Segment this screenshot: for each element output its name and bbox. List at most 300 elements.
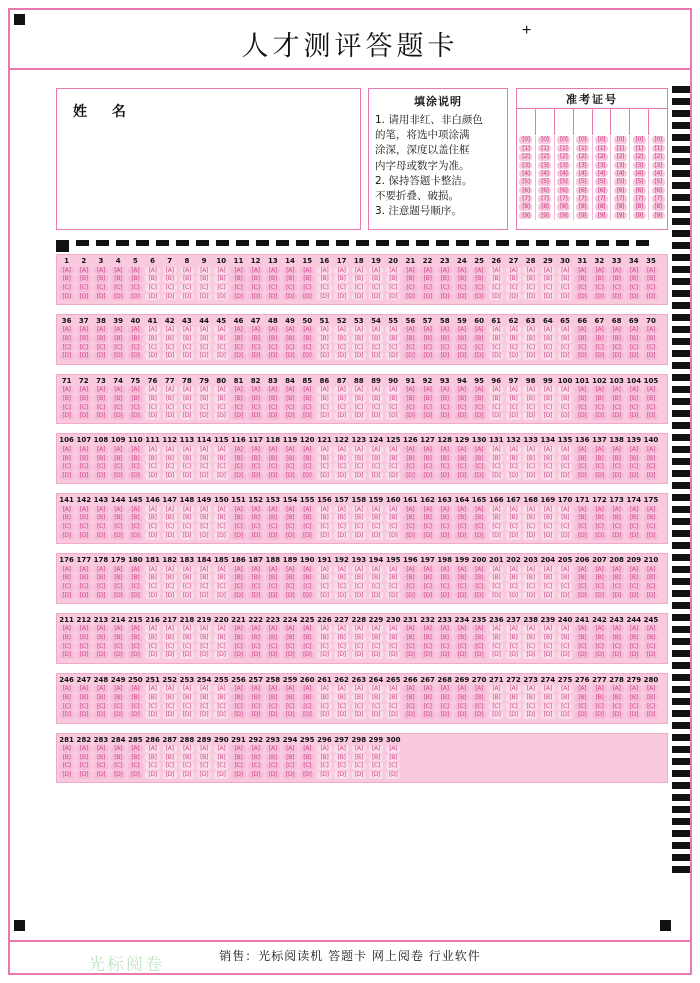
- option-row[interactable]: [58, 582, 666, 591]
- answer-bubble[interactable]: [C]: [523, 463, 537, 471]
- answer-bubble[interactable]: [B]: [334, 754, 348, 762]
- answer-bubble-cell[interactable]: [574, 523, 591, 532]
- answer-bubble-cell[interactable]: [230, 582, 247, 591]
- answer-bubble[interactable]: [B]: [386, 634, 400, 642]
- option-row[interactable]: [58, 634, 666, 643]
- answer-bubble[interactable]: [B]: [369, 335, 383, 343]
- answer-bubble-cell[interactable]: [213, 283, 230, 292]
- answer-bubble[interactable]: [D]: [128, 352, 142, 360]
- answer-bubble-cell[interactable]: [230, 275, 247, 284]
- answer-bubble[interactable]: [B]: [59, 694, 73, 702]
- exam-number-bubble[interactable]: [1]: [652, 145, 665, 153]
- answer-bubble-cell[interactable]: [591, 693, 608, 702]
- answer-bubble-cell[interactable]: [110, 394, 127, 403]
- answer-bubble-cell[interactable]: [127, 326, 144, 335]
- answer-bubble[interactable]: [A]: [163, 326, 177, 334]
- answer-bubble[interactable]: [B]: [180, 455, 194, 463]
- answer-bubble[interactable]: [D]: [455, 293, 469, 301]
- answer-bubble[interactable]: [C]: [77, 762, 91, 770]
- answer-block[interactable]: [56, 673, 668, 724]
- answer-bubble-cell[interactable]: [196, 394, 213, 403]
- answer-bubble[interactable]: [A]: [180, 386, 194, 394]
- answer-bubble[interactable]: [B]: [506, 574, 520, 582]
- answer-bubble[interactable]: [B]: [248, 574, 262, 582]
- answer-bubble[interactable]: [D]: [283, 532, 297, 540]
- answer-bubble[interactable]: [D]: [180, 771, 194, 779]
- answer-bubble[interactable]: [C]: [420, 404, 434, 412]
- answer-bubble[interactable]: [A]: [386, 566, 400, 574]
- answer-bubble[interactable]: [C]: [644, 703, 658, 711]
- answer-bubble[interactable]: [B]: [180, 754, 194, 762]
- answer-bubble[interactable]: [B]: [541, 455, 555, 463]
- answer-bubble-cell[interactable]: [453, 454, 470, 463]
- answer-bubble-cell[interactable]: [625, 574, 642, 583]
- answer-bubble-cell[interactable]: [471, 702, 488, 711]
- answer-bubble[interactable]: [A]: [506, 267, 520, 275]
- answer-bubble[interactable]: [D]: [386, 352, 400, 360]
- answer-bubble[interactable]: [B]: [317, 455, 331, 463]
- answer-bubble-cell[interactable]: [453, 505, 470, 514]
- answer-bubble[interactable]: [A]: [283, 566, 297, 574]
- answer-bubble[interactable]: [A]: [420, 566, 434, 574]
- answer-bubble-cell[interactable]: [608, 591, 625, 600]
- answer-bubble-cell[interactable]: [316, 711, 333, 720]
- answer-bubble-cell[interactable]: [505, 625, 522, 634]
- answer-bubble-cell[interactable]: [608, 394, 625, 403]
- answer-bubble-cell[interactable]: [642, 634, 659, 643]
- answer-bubble[interactable]: [D]: [420, 711, 434, 719]
- answer-bubble-cell[interactable]: [281, 771, 298, 780]
- answer-bubble-cell[interactable]: [556, 326, 573, 335]
- answer-bubble[interactable]: [A]: [145, 625, 159, 633]
- answer-bubble-cell[interactable]: [333, 771, 350, 780]
- answer-bubble[interactable]: [D]: [627, 293, 641, 301]
- answer-bubble-cell[interactable]: [419, 582, 436, 591]
- answer-bubble-cell[interactable]: [488, 685, 505, 694]
- answer-bubble-cell[interactable]: [505, 565, 522, 574]
- answer-bubble[interactable]: [C]: [420, 284, 434, 292]
- answer-bubble-cell[interactable]: [281, 565, 298, 574]
- answer-bubble-cell[interactable]: [642, 711, 659, 720]
- answer-bubble[interactable]: [C]: [266, 284, 280, 292]
- answer-bubble-cell[interactable]: [127, 275, 144, 284]
- answer-bubble[interactable]: [A]: [369, 326, 383, 334]
- answer-bubble[interactable]: [C]: [352, 583, 366, 591]
- answer-bubble-cell[interactable]: [213, 711, 230, 720]
- answer-bubble[interactable]: [A]: [523, 386, 537, 394]
- answer-bubble[interactable]: [C]: [523, 523, 537, 531]
- answer-bubble[interactable]: [D]: [317, 412, 331, 420]
- answer-bubble-cell[interactable]: [488, 523, 505, 532]
- answer-bubble-cell[interactable]: [110, 463, 127, 472]
- answer-bubble[interactable]: [D]: [558, 532, 572, 540]
- answer-bubble-cell[interactable]: [608, 454, 625, 463]
- answer-bubble-cell[interactable]: [213, 685, 230, 694]
- answer-bubble-cell[interactable]: [196, 412, 213, 421]
- option-row[interactable]: [58, 292, 666, 301]
- answer-bubble-cell[interactable]: [281, 625, 298, 634]
- answer-bubble-cell[interactable]: [144, 591, 161, 600]
- answer-bubble-cell[interactable]: [75, 565, 92, 574]
- answer-bubble[interactable]: [A]: [592, 326, 606, 334]
- answer-bubble-cell[interactable]: [453, 625, 470, 634]
- answer-bubble-cell[interactable]: [299, 531, 316, 540]
- answer-bubble-cell[interactable]: [264, 335, 281, 344]
- answer-bubble[interactable]: [A]: [283, 386, 297, 394]
- answer-bubble[interactable]: [C]: [627, 344, 641, 352]
- answer-bubble[interactable]: [C]: [352, 344, 366, 352]
- answer-bubble-cell[interactable]: [539, 403, 556, 412]
- answer-bubble-cell[interactable]: [316, 335, 333, 344]
- answer-bubble-cell[interactable]: [58, 394, 75, 403]
- answer-bubble[interactable]: [D]: [472, 711, 486, 719]
- answer-bubble-cell[interactable]: [92, 386, 109, 395]
- answer-bubble-cell[interactable]: [281, 463, 298, 472]
- answer-bubble[interactable]: [D]: [541, 352, 555, 360]
- answer-bubble-cell[interactable]: [436, 343, 453, 352]
- answer-bubble-cell[interactable]: [281, 505, 298, 514]
- answer-bubble[interactable]: [A]: [420, 506, 434, 514]
- answer-bubble[interactable]: [A]: [352, 625, 366, 633]
- answer-bubble[interactable]: [B]: [197, 694, 211, 702]
- answer-bubble[interactable]: [C]: [472, 463, 486, 471]
- answer-bubble[interactable]: [B]: [317, 514, 331, 522]
- answer-bubble-cell[interactable]: [419, 702, 436, 711]
- answer-bubble[interactable]: [D]: [575, 293, 589, 301]
- answer-bubble[interactable]: [D]: [317, 592, 331, 600]
- exam-number-bubble[interactable]: [6]: [576, 187, 589, 195]
- answer-bubble-cell[interactable]: [367, 394, 384, 403]
- answer-bubble-cell[interactable]: [350, 454, 367, 463]
- answer-bubble-cell[interactable]: [144, 693, 161, 702]
- answer-bubble[interactable]: [D]: [438, 472, 452, 480]
- answer-bubble[interactable]: [B]: [128, 275, 142, 283]
- answer-bubble-cell[interactable]: [505, 702, 522, 711]
- answer-bubble-cell[interactable]: [144, 634, 161, 643]
- answer-bubble-cell[interactable]: [333, 394, 350, 403]
- answer-bubble[interactable]: [C]: [644, 284, 658, 292]
- answer-bubble[interactable]: [D]: [403, 711, 417, 719]
- answer-bubble[interactable]: [B]: [369, 634, 383, 642]
- answer-bubble-cell[interactable]: [625, 565, 642, 574]
- answer-bubble[interactable]: [B]: [455, 455, 469, 463]
- answer-bubble[interactable]: [C]: [627, 463, 641, 471]
- answer-bubble-cell[interactable]: [522, 591, 539, 600]
- answer-bubble[interactable]: [D]: [111, 711, 125, 719]
- answer-bubble[interactable]: [A]: [609, 685, 623, 693]
- answer-bubble[interactable]: [A]: [352, 506, 366, 514]
- answer-bubble-cell[interactable]: [556, 343, 573, 352]
- answer-bubble[interactable]: [D]: [334, 532, 348, 540]
- answer-bubble[interactable]: [D]: [627, 532, 641, 540]
- answer-bubble[interactable]: [D]: [334, 771, 348, 779]
- answer-bubble[interactable]: [C]: [180, 404, 194, 412]
- exam-number-bubble[interactable]: [1]: [576, 145, 589, 153]
- answer-bubble[interactable]: [A]: [145, 566, 159, 574]
- answer-bubble-cell[interactable]: [178, 292, 195, 301]
- answer-bubble[interactable]: [B]: [163, 275, 177, 283]
- answer-bubble-cell[interactable]: [642, 292, 659, 301]
- answer-bubble-cell[interactable]: [213, 514, 230, 523]
- answer-bubble-cell[interactable]: [127, 711, 144, 720]
- answer-bubble[interactable]: [C]: [283, 284, 297, 292]
- answer-bubble[interactable]: [B]: [317, 754, 331, 762]
- answer-bubble[interactable]: [B]: [248, 455, 262, 463]
- answer-bubble-cell[interactable]: [402, 343, 419, 352]
- answer-bubble[interactable]: [D]: [558, 592, 572, 600]
- answer-bubble[interactable]: [B]: [627, 574, 641, 582]
- answer-bubble[interactable]: [A]: [248, 625, 262, 633]
- answer-bubble[interactable]: [D]: [77, 532, 91, 540]
- answer-bubble[interactable]: [B]: [575, 395, 589, 403]
- exam-number-bubble[interactable]: [3]: [633, 162, 646, 170]
- answer-bubble-cell[interactable]: [367, 343, 384, 352]
- answer-bubble[interactable]: [C]: [420, 344, 434, 352]
- answer-bubble[interactable]: [C]: [59, 344, 73, 352]
- answer-bubble[interactable]: [D]: [163, 711, 177, 719]
- answer-bubble-cell[interactable]: [505, 463, 522, 472]
- answer-bubble[interactable]: [A]: [541, 386, 555, 394]
- answer-bubble[interactable]: [B]: [334, 514, 348, 522]
- answer-bubble[interactable]: [D]: [489, 711, 503, 719]
- answer-bubble-cell[interactable]: [333, 514, 350, 523]
- answer-bubble-cell[interactable]: [625, 394, 642, 403]
- answer-bubble[interactable]: [B]: [163, 754, 177, 762]
- answer-bubble[interactable]: [A]: [214, 386, 228, 394]
- answer-bubble[interactable]: [A]: [386, 386, 400, 394]
- answer-bubble[interactable]: [B]: [523, 694, 537, 702]
- answer-bubble[interactable]: [B]: [248, 754, 262, 762]
- answer-bubble-cell[interactable]: [539, 582, 556, 591]
- answer-bubble[interactable]: [C]: [248, 284, 262, 292]
- answer-bubble[interactable]: [A]: [266, 566, 280, 574]
- answer-bubble-cell[interactable]: [436, 711, 453, 720]
- answer-bubble-cell[interactable]: [367, 762, 384, 771]
- answer-bubble[interactable]: [C]: [455, 284, 469, 292]
- answer-bubble[interactable]: [A]: [59, 566, 73, 574]
- answer-bubble[interactable]: [A]: [111, 386, 125, 394]
- answer-bubble-cell[interactable]: [213, 625, 230, 634]
- answer-bubble-cell[interactable]: [316, 394, 333, 403]
- answer-bubble-cell[interactable]: [556, 591, 573, 600]
- option-row[interactable]: [58, 711, 666, 720]
- answer-bubble-cell[interactable]: [75, 625, 92, 634]
- answer-bubble-cell[interactable]: [574, 711, 591, 720]
- answer-bubble-cell[interactable]: [196, 505, 213, 514]
- answer-bubble-cell[interactable]: [75, 634, 92, 643]
- answer-bubble[interactable]: [C]: [438, 404, 452, 412]
- answer-bubble-cell[interactable]: [110, 651, 127, 660]
- answer-bubble-cell[interactable]: [522, 266, 539, 275]
- answer-bubble-cell[interactable]: [110, 574, 127, 583]
- answer-bubble[interactable]: [C]: [455, 463, 469, 471]
- answer-bubble[interactable]: [D]: [300, 651, 314, 659]
- answer-bubble-cell[interactable]: [75, 753, 92, 762]
- answer-bubble-cell[interactable]: [488, 445, 505, 454]
- answer-bubble[interactable]: [B]: [438, 395, 452, 403]
- answer-bubble-cell[interactable]: [333, 574, 350, 583]
- option-row[interactable]: [58, 275, 666, 284]
- answer-bubble-cell[interactable]: [350, 275, 367, 284]
- answer-bubble[interactable]: [B]: [145, 634, 159, 642]
- answer-bubble-cell[interactable]: [213, 292, 230, 301]
- answer-bubble-cell[interactable]: [196, 292, 213, 301]
- answer-bubble[interactable]: [B]: [77, 514, 91, 522]
- answer-bubble-cell[interactable]: [574, 403, 591, 412]
- answer-bubble-cell[interactable]: [230, 523, 247, 532]
- answer-bubble-cell[interactable]: [350, 625, 367, 634]
- answer-bubble-cell[interactable]: [539, 412, 556, 421]
- answer-bubble-cell[interactable]: [316, 753, 333, 762]
- answer-bubble-cell[interactable]: [213, 454, 230, 463]
- answer-bubble-cell[interactable]: [471, 343, 488, 352]
- answer-bubble[interactable]: [B]: [163, 395, 177, 403]
- answer-bubble-cell[interactable]: [58, 514, 75, 523]
- answer-bubble-cell[interactable]: [453, 275, 470, 284]
- answer-bubble[interactable]: [A]: [300, 446, 314, 454]
- answer-bubble[interactable]: [D]: [214, 293, 228, 301]
- answer-bubble[interactable]: [C]: [283, 463, 297, 471]
- answer-bubble[interactable]: [D]: [334, 711, 348, 719]
- answer-bubble[interactable]: [C]: [472, 284, 486, 292]
- answer-bubble[interactable]: [D]: [575, 472, 589, 480]
- answer-bubble-cell[interactable]: [608, 702, 625, 711]
- answer-bubble[interactable]: [D]: [592, 651, 606, 659]
- answer-bubble-cell[interactable]: [556, 283, 573, 292]
- answer-bubble[interactable]: [B]: [283, 514, 297, 522]
- answer-bubble[interactable]: [B]: [506, 634, 520, 642]
- answer-bubble[interactable]: [A]: [300, 745, 314, 753]
- answer-bubble-cell[interactable]: [419, 472, 436, 481]
- answer-bubble[interactable]: [A]: [197, 506, 211, 514]
- answer-bubble-cell[interactable]: [556, 266, 573, 275]
- answer-bubble-cell[interactable]: [436, 412, 453, 421]
- answer-bubble[interactable]: [C]: [248, 344, 262, 352]
- answer-bubble-cell[interactable]: [299, 771, 316, 780]
- answer-bubble[interactable]: [C]: [111, 284, 125, 292]
- answer-bubble-cell[interactable]: [230, 386, 247, 395]
- answer-bubble-cell[interactable]: [92, 394, 109, 403]
- answer-bubble[interactable]: [B]: [77, 275, 91, 283]
- answer-bubble-cell[interactable]: [574, 634, 591, 643]
- answer-bubble-cell[interactable]: [574, 454, 591, 463]
- answer-bubble-cell[interactable]: [178, 745, 195, 754]
- answer-bubble[interactable]: [B]: [403, 514, 417, 522]
- answer-bubble-cell[interactable]: [75, 685, 92, 694]
- answer-bubble-cell[interactable]: [127, 651, 144, 660]
- answer-bubble[interactable]: [A]: [438, 506, 452, 514]
- answer-bubble[interactable]: [B]: [283, 335, 297, 343]
- answer-bubble-cell[interactable]: [453, 634, 470, 643]
- answer-bubble[interactable]: [A]: [506, 625, 520, 633]
- answer-bubble-cell[interactable]: [608, 651, 625, 660]
- answer-bubble[interactable]: [A]: [575, 326, 589, 334]
- answer-bubble[interactable]: [B]: [438, 275, 452, 283]
- answer-bubble-cell[interactable]: [436, 505, 453, 514]
- answer-bubble-cell[interactable]: [453, 283, 470, 292]
- answer-bubble-cell[interactable]: [367, 463, 384, 472]
- answer-bubble-cell[interactable]: [161, 352, 178, 361]
- answer-bubble[interactable]: [C]: [523, 404, 537, 412]
- answer-bubble-cell[interactable]: [213, 523, 230, 532]
- answer-bubble[interactable]: [B]: [197, 754, 211, 762]
- answer-bubble-cell[interactable]: [436, 352, 453, 361]
- answer-bubble-cell[interactable]: [316, 651, 333, 660]
- answer-bubble-cell[interactable]: [488, 266, 505, 275]
- answer-bubble[interactable]: [C]: [592, 523, 606, 531]
- answer-bubble-cell[interactable]: [488, 472, 505, 481]
- answer-bubble-cell[interactable]: [299, 582, 316, 591]
- answer-bubble-cell[interactable]: [419, 326, 436, 335]
- answer-bubble[interactable]: [C]: [352, 762, 366, 770]
- answer-bubble-cell[interactable]: [608, 292, 625, 301]
- answer-bubble-cell[interactable]: [505, 651, 522, 660]
- answer-bubble[interactable]: [A]: [77, 506, 91, 514]
- answer-bubble[interactable]: [A]: [644, 267, 658, 275]
- answer-bubble-cell[interactable]: [402, 651, 419, 660]
- answer-bubble[interactable]: [C]: [541, 463, 555, 471]
- answer-bubble[interactable]: [B]: [94, 634, 108, 642]
- answer-bubble[interactable]: [D]: [59, 651, 73, 659]
- answer-bubble-cell[interactable]: [161, 771, 178, 780]
- answer-bubble[interactable]: [C]: [283, 643, 297, 651]
- answer-bubble-cell[interactable]: [591, 412, 608, 421]
- answer-bubble[interactable]: [A]: [541, 446, 555, 454]
- answer-bubble-cell[interactable]: [591, 531, 608, 540]
- answer-bubble-cell[interactable]: [144, 711, 161, 720]
- answer-bubble[interactable]: [C]: [163, 643, 177, 651]
- answer-bubble-cell[interactable]: [92, 745, 109, 754]
- answer-bubble-cell[interactable]: [247, 574, 264, 583]
- answer-bubble-cell[interactable]: [127, 625, 144, 634]
- answer-bubble-cell[interactable]: [333, 642, 350, 651]
- answer-bubble-cell[interactable]: [556, 523, 573, 532]
- answer-bubble[interactable]: [C]: [558, 523, 572, 531]
- answer-bubble-cell[interactable]: [419, 343, 436, 352]
- answer-bubble[interactable]: [D]: [163, 293, 177, 301]
- answer-bubble[interactable]: [A]: [438, 685, 452, 693]
- answer-bubble-cell[interactable]: [539, 343, 556, 352]
- answer-bubble-cell[interactable]: [333, 753, 350, 762]
- answer-bubble-cell[interactable]: [402, 591, 419, 600]
- answer-bubble-cell[interactable]: [625, 386, 642, 395]
- exam-number-bubble[interactable]: [3]: [614, 162, 627, 170]
- answer-bubble-cell[interactable]: [488, 702, 505, 711]
- answer-bubble-cell[interactable]: [608, 403, 625, 412]
- answer-bubble[interactable]: [A]: [352, 446, 366, 454]
- exam-number-bubble[interactable]: [3]: [538, 162, 551, 170]
- answer-bubble[interactable]: [A]: [506, 685, 520, 693]
- answer-bubble-cell[interactable]: [436, 591, 453, 600]
- answer-bubble[interactable]: [B]: [386, 514, 400, 522]
- answer-bubble-cell[interactable]: [539, 335, 556, 344]
- answer-bubble-cell[interactable]: [299, 335, 316, 344]
- answer-bubble-cell[interactable]: [453, 711, 470, 720]
- answer-bubble[interactable]: [D]: [266, 532, 280, 540]
- answer-bubble-cell[interactable]: [144, 685, 161, 694]
- answer-bubble-cell[interactable]: [436, 472, 453, 481]
- answer-bubble-cell[interactable]: [625, 463, 642, 472]
- answer-bubble-cell[interactable]: [230, 454, 247, 463]
- answer-bubble[interactable]: [B]: [214, 335, 228, 343]
- answer-bubble-cell[interactable]: [453, 685, 470, 694]
- answer-bubble[interactable]: [D]: [231, 771, 245, 779]
- answer-bubble-cell[interactable]: [178, 685, 195, 694]
- answer-bubble-cell[interactable]: [196, 326, 213, 335]
- answer-bubble-cell[interactable]: [608, 505, 625, 514]
- answer-bubble-cell[interactable]: [247, 412, 264, 421]
- answer-bubble-cell[interactable]: [625, 266, 642, 275]
